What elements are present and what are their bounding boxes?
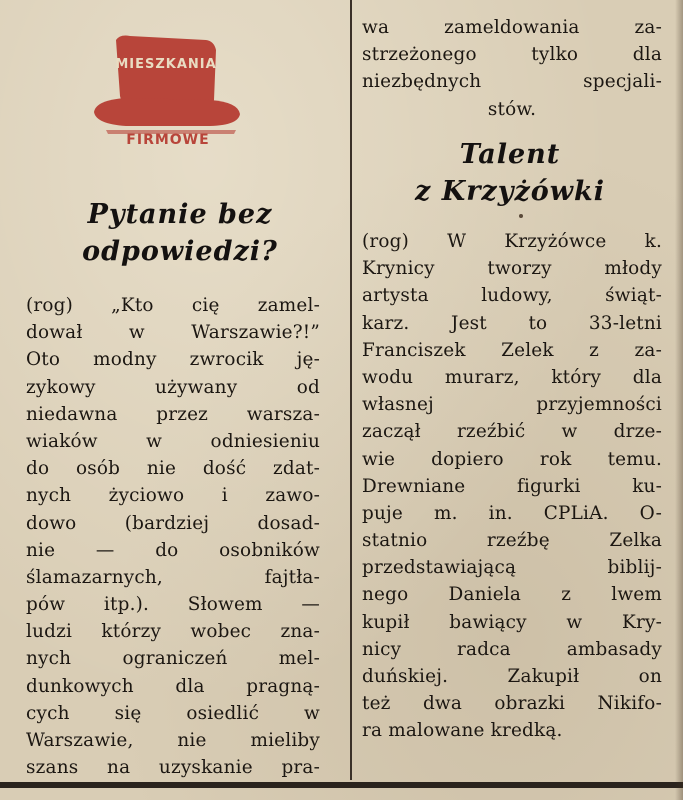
- left-line-2: dował w Warszawie?!”: [26, 322, 320, 344]
- right-line-11: puje m. in. CPLiA. O-: [362, 502, 662, 524]
- left-line-5: niedawna przez warsza-: [26, 403, 320, 425]
- right-line-14: nego Daniela z lwem: [362, 584, 662, 606]
- left-line-8: nych życiowo i zawo-: [26, 485, 320, 507]
- left-line-1: (rog) „Kto cię zamel-: [26, 295, 320, 316]
- left-line-12: pów itp.). Słowem —: [26, 594, 320, 616]
- left-article-body: [26, 292, 320, 781]
- right-continuation: [362, 14, 662, 123]
- column-rule: [350, 0, 352, 780]
- right-line-17: duńskiej. Zakupił on: [362, 666, 662, 687]
- right-article-body: [362, 228, 662, 745]
- bottom-rule: [0, 782, 683, 788]
- left-line-4: zykowy używany od: [26, 376, 320, 398]
- right-line-9: wie dopiero rok temu.: [362, 448, 662, 470]
- left-line-13: ludzi którzy wobec zna-: [26, 621, 320, 643]
- right-line-7: własnej przyjemności: [362, 394, 662, 416]
- cont-line-3: niezbędnych specjali-: [362, 71, 662, 93]
- right-line-5: Franciszek Zelek z za-: [362, 339, 662, 361]
- cont-line-2: strzeżonego tylko dla: [362, 44, 662, 66]
- logo-text-top: MIESZKANIA: [115, 57, 217, 72]
- left-line-7: do osób nie dość zdat-: [26, 458, 320, 480]
- right-headline: [360, 136, 660, 210]
- right-line-16: nicy radca ambasady: [362, 638, 662, 660]
- left-line-11: ślamazarnych, fajtła-: [26, 566, 320, 588]
- right-line-2: Krynicy tworzy młody: [362, 258, 662, 280]
- right-line-4: karz. Jest to 33-letni: [362, 312, 662, 334]
- left-line-14: nych ograniczeń mel-: [26, 648, 320, 670]
- cont-line-1: wa zameldowania za-: [362, 17, 662, 38]
- left-line-18: szans na uzyskanie pra-: [26, 757, 320, 779]
- right-line-8: zaczął rzeźbić w drze-: [362, 421, 662, 443]
- left-headline: [20, 196, 340, 270]
- right-line-10: Drewniane figurki ku-: [362, 475, 662, 497]
- left-line-16: cych się osiedlić w: [26, 702, 320, 724]
- left-headline-line-1: Pytanie bez: [87, 199, 273, 230]
- left-line-3: Oto modny zwrocik ję-: [26, 349, 320, 371]
- right-line-18: też dwa obrazki Nikifo-: [362, 693, 662, 715]
- left-headline-line-2: odpowiedzi?: [82, 236, 278, 267]
- left-line-6: wiaków w odniesieniu: [26, 430, 320, 452]
- left-line-17: Warszawie, nie mieliby: [26, 730, 320, 751]
- right-line-12: statnio rzeźbę Zelka: [362, 530, 662, 552]
- right-line-13: przedstawiającą biblij-: [362, 557, 662, 579]
- left-line-10: nie — do osobników: [26, 539, 320, 561]
- headline-dot: [519, 214, 523, 218]
- page-edge-shadow: [675, 0, 683, 800]
- right-line-19: ra malowane kredką.: [362, 720, 563, 742]
- left-line-15: dunkowych dla pragną-: [26, 675, 320, 697]
- top-hat-icon: [86, 26, 246, 148]
- right-line-1: (rog) W Krzyżówce k.: [362, 231, 662, 252]
- right-line-15: kupił bawiący w Kry-: [362, 611, 662, 633]
- right-headline-line-1: Talent: [459, 139, 561, 170]
- cont-line-4: stów.: [487, 98, 537, 120]
- logo-text-bottom: FIRMOWE: [126, 132, 210, 148]
- right-line-3: artysta ludowy, świąt-: [362, 285, 662, 307]
- right-headline-line-2: z Krzyżówki: [415, 176, 605, 207]
- right-line-6: wodu murarz, który dla: [362, 366, 662, 388]
- left-line-9: dowo (bardziej dosad-: [26, 512, 320, 534]
